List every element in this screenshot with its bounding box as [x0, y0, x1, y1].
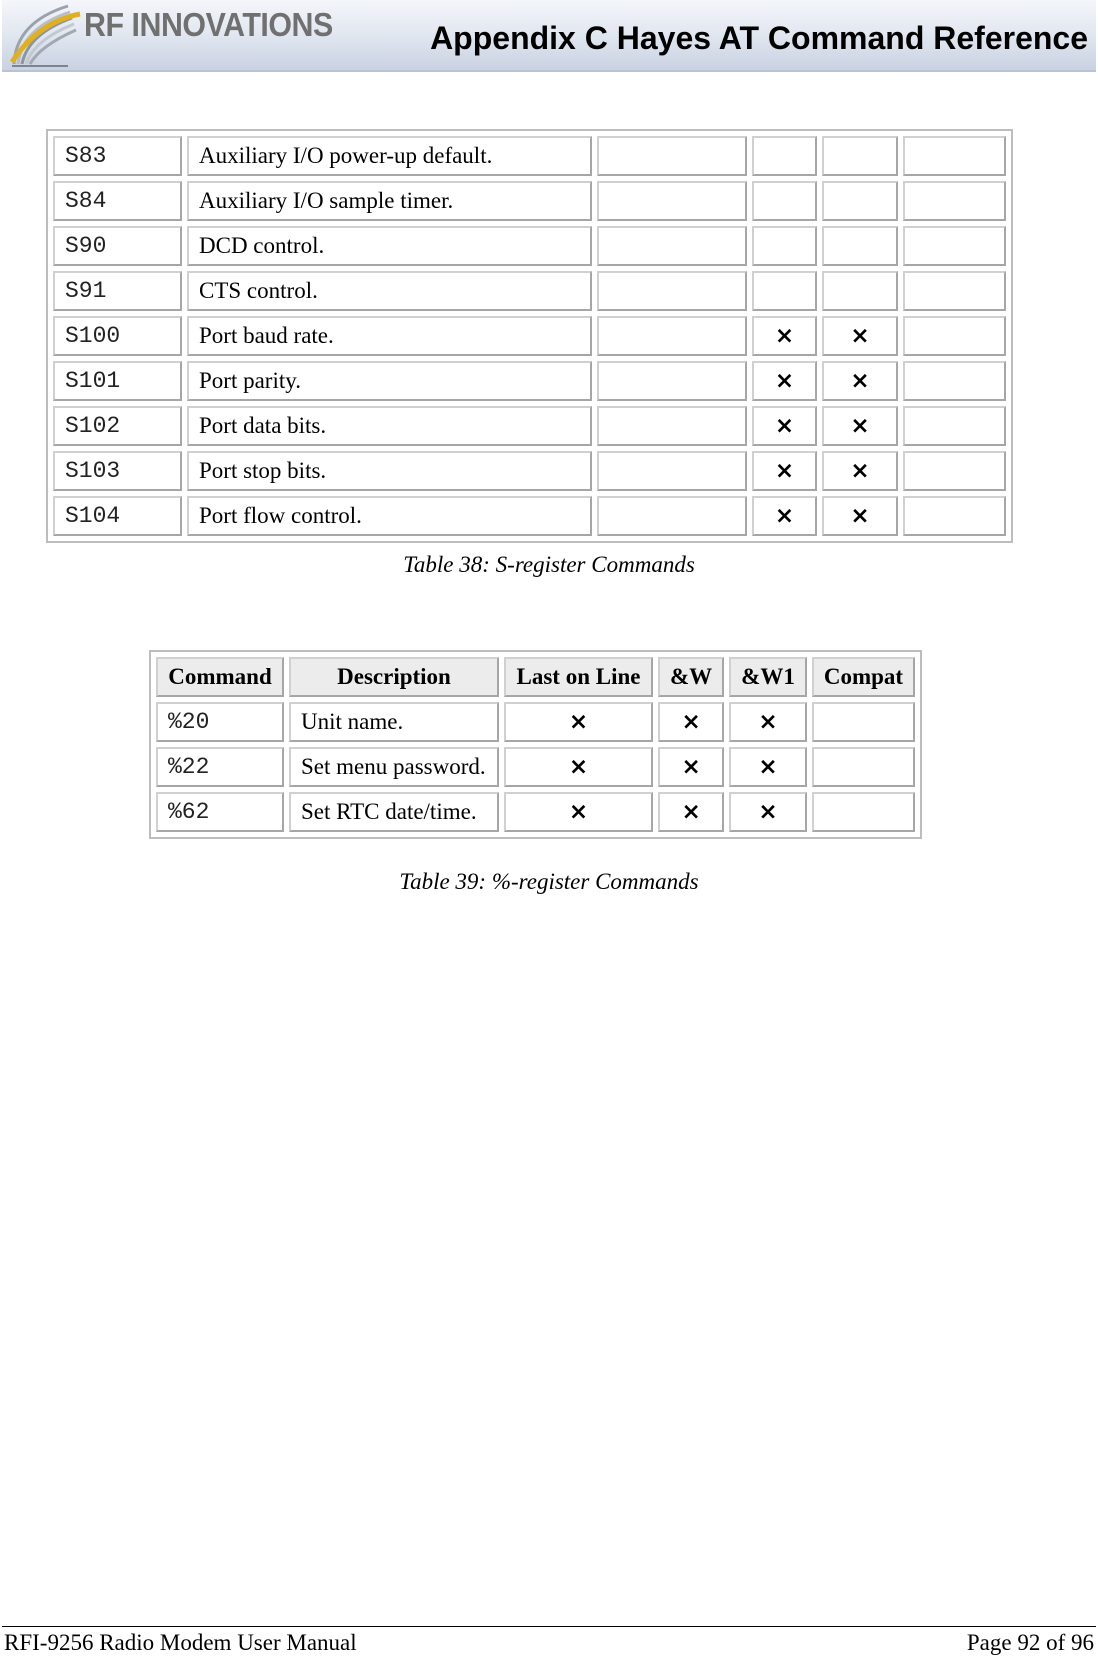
compat-cell — [903, 271, 1006, 311]
and-w-cell: × — [658, 702, 724, 742]
last-on-line-cell — [597, 316, 747, 356]
description-cell: Port data bits. — [187, 406, 592, 446]
rf-innovations-logo — [8, 2, 368, 68]
command-cell: S84 — [53, 181, 182, 221]
last-on-line-cell: × — [504, 747, 653, 787]
table-row — [53, 451, 1006, 491]
and-w1-cell — [822, 271, 898, 311]
compat-cell — [903, 496, 1006, 536]
compat-cell — [812, 747, 915, 787]
description-cell: CTS control. — [187, 271, 592, 311]
and-w1-cell — [822, 136, 898, 176]
and-w1-cell: × — [729, 702, 807, 742]
compat-cell — [903, 361, 1006, 401]
last-on-line-cell — [597, 496, 747, 536]
table-row — [53, 496, 1006, 536]
header-last-on-line: Last on Line — [504, 657, 653, 697]
last-on-line-cell — [597, 226, 747, 266]
s-register-table — [46, 129, 1013, 543]
description-cell: Set RTC date/time. — [289, 792, 499, 832]
and-w-cell: × — [752, 316, 817, 356]
table-row — [156, 747, 915, 787]
table-row — [53, 181, 1006, 221]
and-w-cell: × — [752, 451, 817, 491]
command-cell: %22 — [156, 747, 284, 787]
command-cell: S102 — [53, 406, 182, 446]
header-compat: Compat — [812, 657, 915, 697]
footer-rule — [2, 1626, 1096, 1627]
logo-text: RF INNOVATIONS — [84, 6, 333, 43]
and-w1-cell: × — [822, 406, 898, 446]
compat-cell — [903, 316, 1006, 356]
compat-cell — [903, 406, 1006, 446]
table-row — [156, 792, 915, 832]
table-row — [156, 702, 915, 742]
last-on-line-cell — [597, 181, 747, 221]
table-row — [53, 316, 1006, 356]
and-w1-cell — [822, 181, 898, 221]
description-cell: Port stop bits. — [187, 451, 592, 491]
description-cell: Auxiliary I/O sample timer. — [187, 181, 592, 221]
header-and-w: &W — [658, 657, 724, 697]
last-on-line-cell — [597, 136, 747, 176]
and-w-cell — [752, 271, 817, 311]
compat-cell — [812, 792, 915, 832]
table-row — [53, 271, 1006, 311]
command-cell: %62 — [156, 792, 284, 832]
command-cell: S91 — [53, 271, 182, 311]
page-title: Appendix C Hayes AT Command Reference — [430, 20, 1088, 56]
header-description: Description — [289, 657, 499, 697]
and-w1-cell — [822, 226, 898, 266]
and-w1-cell: × — [822, 451, 898, 491]
footer-manual-title: RFI-9256 Radio Modem User Manual — [4, 1630, 357, 1655]
and-w1-cell: × — [822, 316, 898, 356]
header-and-w1: &W1 — [729, 657, 807, 697]
description-cell: DCD control. — [187, 226, 592, 266]
and-w-cell — [752, 226, 817, 266]
command-cell: %20 — [156, 702, 284, 742]
and-w-cell: × — [658, 792, 724, 832]
and-w1-cell: × — [822, 361, 898, 401]
description-cell: Auxiliary I/O power-up default. — [187, 136, 592, 176]
command-cell: S83 — [53, 136, 182, 176]
compat-cell — [903, 451, 1006, 491]
footer-page-number: Page 92 of 96 — [966, 1630, 1094, 1655]
description-cell: Set menu password. — [289, 747, 499, 787]
and-w-cell: × — [658, 747, 724, 787]
compat-cell — [903, 136, 1006, 176]
and-w1-cell: × — [822, 496, 898, 536]
page-header — [2, 0, 1096, 72]
command-cell: S104 — [53, 496, 182, 536]
description-cell: Port baud rate. — [187, 316, 592, 356]
compat-cell — [903, 181, 1006, 221]
description-cell: Port flow control. — [187, 496, 592, 536]
description-cell: Unit name. — [289, 702, 499, 742]
command-cell: S100 — [53, 316, 182, 356]
and-w-cell: × — [752, 496, 817, 536]
last-on-line-cell: × — [504, 792, 653, 832]
table-row — [53, 136, 1006, 176]
and-w-cell — [752, 181, 817, 221]
logo-swoosh-icon — [8, 2, 88, 68]
and-w-cell: × — [752, 406, 817, 446]
percent-register-table — [149, 650, 922, 839]
header-command: Command — [156, 657, 284, 697]
table-38-caption: Table 38: S-register Commands — [403, 552, 695, 577]
compat-cell — [903, 226, 1006, 266]
compat-cell — [812, 702, 915, 742]
last-on-line-cell — [597, 406, 747, 446]
table-row — [53, 361, 1006, 401]
and-w1-cell: × — [729, 747, 807, 787]
last-on-line-cell — [597, 361, 747, 401]
last-on-line-cell: × — [504, 702, 653, 742]
description-cell: Port parity. — [187, 361, 592, 401]
table-39-caption: Table 39: %-register Commands — [399, 869, 699, 894]
table-row — [53, 406, 1006, 446]
command-cell: S101 — [53, 361, 182, 401]
table-row — [53, 226, 1006, 266]
and-w-cell — [752, 136, 817, 176]
last-on-line-cell — [597, 271, 747, 311]
last-on-line-cell — [597, 451, 747, 491]
command-cell: S103 — [53, 451, 182, 491]
and-w-cell: × — [752, 361, 817, 401]
command-cell: S90 — [53, 226, 182, 266]
and-w1-cell: × — [729, 792, 807, 832]
